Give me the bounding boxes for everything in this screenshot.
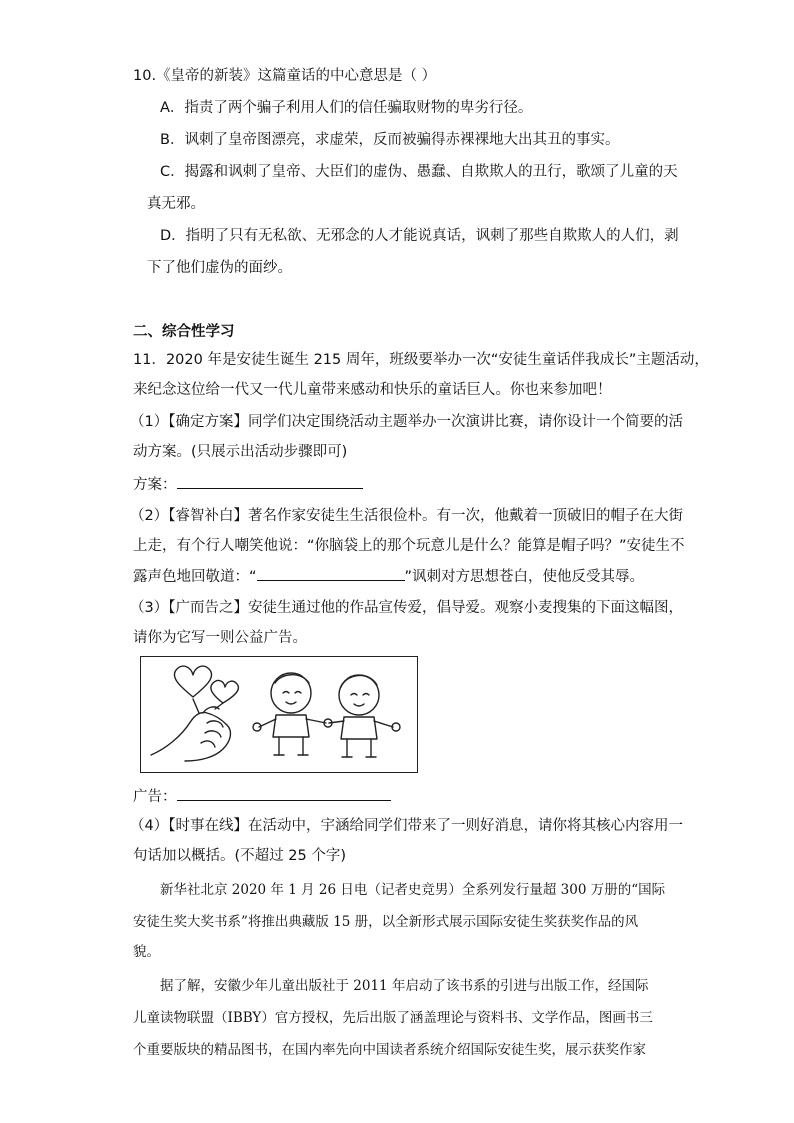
- q10-option-b: B．讽刺了皇帝图漂亮，求虚荣，反而被骗得赤裸裸地大出其丑的事实。: [160, 132, 620, 148]
- part2-line3-suffix: ”讽刺对方思想苍白，使他反受其辱。: [404, 569, 645, 585]
- news-para2-line1: 据了解，安徽少年儿童出版社于 2011 年启动了该书系的引进与出版工作，经国际: [160, 978, 649, 994]
- q10-option-c-line1: C．揭露和讽刺了皇帝、大臣们的虚伪、愚蠢、自欺欺人的丑行，歌颂了儿童的天: [160, 164, 678, 180]
- news-para1-line2: 安徒生奖大奖书系”将推出典藏版 15 册，以全新形式展示国际安徒生奖获奖作品的风: [133, 914, 639, 930]
- news-para2-line2: 儿童读物联盟（IBBY）官方授权，先后出版了涵盖理论与资料书、文学作品，图画书三: [133, 1010, 653, 1026]
- section-title: 二、综合性学习: [133, 324, 235, 340]
- heart-icon: [174, 666, 211, 697]
- q11-intro-line2: 来纪念这位给一代又一代儿童带来感动和快乐的童话巨人。你也来参加吧！: [133, 382, 612, 398]
- plan-answer-label: 方案：: [133, 477, 177, 493]
- q11-part4-line1: （4）【时事在线】在活动中，宇涵给同学们带来了一则好消息，请你将其核心内容用一: [130, 818, 683, 834]
- q11-part2-line1: （2）【睿智补白】著名作家安徒生生活很俭朴。有一次，他戴着一顶破旧的帽子在大街: [130, 508, 683, 524]
- q11-part1-line1: （1）【确定方案】同学们决定围绕活动主题举办一次演讲比赛，请你设计一个简要的活: [130, 414, 683, 430]
- ad-answer-label: 广告：: [133, 789, 177, 805]
- q11-part3-line1: （3）【广而告之】安徒生通过他的作品宣传爱，倡导爱。观察小麦搜集的下面这幅图，: [130, 600, 683, 616]
- q11-part2-line3: [133, 566, 644, 587]
- q11-intro-line1: 11．2020 年是安徒生诞生 215 周年，班级要举办一次“安徒生童话伴我成长”主题活动，: [133, 352, 709, 368]
- q11-part4-line2: 句话加以概括。(不超过 25 个字): [133, 848, 346, 864]
- heart-icon: [211, 680, 239, 703]
- q10-option-d-line2: 下了他们虚伪的面纱。: [147, 260, 292, 276]
- retort-answer-blank[interactable]: [257, 566, 405, 581]
- q10-stem: 10.《皇帝的新装》这篇童话的中心意思是（ ）: [133, 68, 437, 84]
- ad-answer-blank[interactable]: [177, 786, 391, 801]
- ad-answer-row: [133, 786, 391, 807]
- part2-line3-prefix: 露声色地回敬道：“: [133, 569, 257, 585]
- q11-part2-line2: 上走，有个行人嘲笑他说：“你脑袋上的那个玩意儿是什么？能算是帽子吗？”安徒生不: [133, 538, 685, 554]
- hand-icon: [151, 712, 230, 761]
- news-para1-line3: 貌。: [133, 944, 160, 960]
- q11-part1-line2: 动方案。(只展示出活动步骤即可): [133, 444, 348, 460]
- hand-hearts-children-drawing: [141, 657, 416, 771]
- q10-option-d-line1: D．指明了只有无私欲、无邪念的人才能说真话，讽刺了那些自欺欺人的人们，剥: [160, 228, 679, 244]
- charity-illustration: [140, 656, 418, 773]
- news-para1-line1: 新华社北京 2020 年 1 月 26 日电（记者史竞男）全系列发行量超 300 万册的“国际: [160, 882, 666, 898]
- plan-answer-blank[interactable]: [177, 474, 363, 489]
- news-para2-line3: 个重要版块的精品图书，在国内率先向中国读者系统介绍国际安徒生奖，展示获奖作家: [133, 1042, 646, 1058]
- q10-option-c-line2: 真无邪。: [147, 196, 205, 212]
- plan-answer-row: [133, 474, 363, 495]
- q10-option-a: A．指责了两个骗子利用人们的信任骗取财物的卑劣行径。: [160, 100, 533, 116]
- q11-part3-line2: 请你为它写一则公益广告。: [133, 630, 307, 646]
